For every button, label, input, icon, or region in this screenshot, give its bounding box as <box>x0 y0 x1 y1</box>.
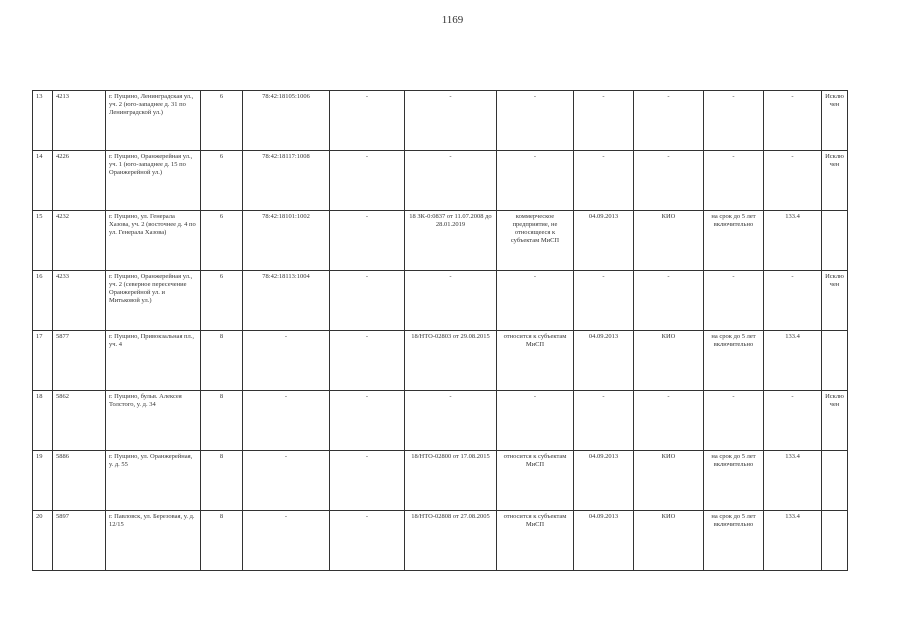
contract-cell: - <box>405 91 497 151</box>
contract-cell: 18 ЗК-0:0837 от 11.07.2008 до 28.01.2019 <box>405 211 497 271</box>
places-cell: 8 <box>201 451 243 511</box>
tenant-category-cell: - <box>497 151 574 211</box>
value-cell: - <box>764 151 822 211</box>
table-row <box>33 511 848 571</box>
contract-cell: - <box>405 151 497 211</box>
table-row <box>33 331 848 391</box>
row-number-cell: 19 <box>33 451 53 511</box>
col-6-cell: - <box>330 451 405 511</box>
tenant-category-cell: - <box>497 271 574 331</box>
value-cell: 133.4 <box>764 331 822 391</box>
address-cell: г. Пущино, ул. Оранжерейная, у. д. 55 <box>106 451 201 511</box>
authority-cell: - <box>634 91 704 151</box>
term-cell: на срок до 5 лет включительно <box>704 511 764 571</box>
col-6-cell: - <box>330 91 405 151</box>
status-cell <box>822 211 848 271</box>
row-number-cell: 14 <box>33 151 53 211</box>
cadastral-number-cell: - <box>243 511 330 571</box>
cadastral-number-cell: 78:42:18113:1004 <box>243 271 330 331</box>
cadastral-number-cell: - <box>243 331 330 391</box>
places-cell: 8 <box>201 511 243 571</box>
places-cell: 8 <box>201 391 243 451</box>
address-cell: г. Пущино, ул. Генерала Хазова, уч. 2 (восточнее д. 4 по ул. Генерала Хазова) <box>106 211 201 271</box>
value-cell: - <box>764 271 822 331</box>
table-row <box>33 391 848 451</box>
row-number-cell: 13 <box>33 91 53 151</box>
authority-cell: КИО <box>634 331 704 391</box>
contract-cell: 18/НТО-02803 от 29.08.2015 <box>405 331 497 391</box>
places-cell: 6 <box>201 151 243 211</box>
contract-cell: 18/НТО-02808 от 27.08.2005 <box>405 511 497 571</box>
status-cell <box>822 331 848 391</box>
value-cell: 133.4 <box>764 451 822 511</box>
tenant-category-cell: относится к субъектам МиСП <box>497 331 574 391</box>
places-cell: 6 <box>201 271 243 331</box>
contract-cell: - <box>405 271 497 331</box>
term-cell: - <box>704 91 764 151</box>
term-cell: - <box>704 391 764 451</box>
address-cell: г. Павловск, ул. Березовая, у. д. 12/15 <box>106 511 201 571</box>
cadastral-number-cell: - <box>243 451 330 511</box>
date-cell: - <box>574 271 634 331</box>
term-cell: - <box>704 151 764 211</box>
term-cell: на срок до 5 лет включительно <box>704 451 764 511</box>
places-cell: 8 <box>201 331 243 391</box>
col-6-cell: - <box>330 211 405 271</box>
date-cell: 04.09.2013 <box>574 331 634 391</box>
cadastral-number-cell: 78:42:18117:1008 <box>243 151 330 211</box>
term-cell: - <box>704 271 764 331</box>
address-cell: г. Пущино, Привокзальная пл., уч. 4 <box>106 331 201 391</box>
col-6-cell: - <box>330 331 405 391</box>
table-row <box>33 211 848 271</box>
term-cell: на срок до 5 лет включительно <box>704 331 764 391</box>
places-cell: 6 <box>201 91 243 151</box>
value-cell: - <box>764 91 822 151</box>
tenant-category-cell: - <box>497 91 574 151</box>
object-id-cell: 4213 <box>53 91 106 151</box>
authority-cell: КИО <box>634 451 704 511</box>
address-cell: г. Пущино, Оранжерейная ул., уч. 2 (северное пересечение Оранжерейной ул. и Митьковой ул.) <box>106 271 201 331</box>
col-6-cell: - <box>330 391 405 451</box>
authority-cell: - <box>634 271 704 331</box>
col-6-cell: - <box>330 271 405 331</box>
cadastral-number-cell: 78:42:18105:1006 <box>243 91 330 151</box>
address-cell: г. Пущино, бульв. Алексея Толстого, у. д. 34 <box>106 391 201 451</box>
tenant-category-cell: - <box>497 391 574 451</box>
table-row <box>33 151 848 211</box>
object-id-cell: 5886 <box>53 451 106 511</box>
object-id-cell: 5877 <box>53 331 106 391</box>
row-number-cell: 18 <box>33 391 53 451</box>
tenant-category-cell: коммерческое предприятие, не относящееся к субъектам МиСП <box>497 211 574 271</box>
table-row <box>33 451 848 511</box>
authority-cell: КИО <box>634 211 704 271</box>
registry-table <box>32 90 848 571</box>
row-number-cell: 16 <box>33 271 53 331</box>
authority-cell: - <box>634 151 704 211</box>
date-cell: - <box>574 91 634 151</box>
authority-cell: - <box>634 391 704 451</box>
object-id-cell: 4233 <box>53 271 106 331</box>
value-cell: 133.4 <box>764 211 822 271</box>
cadastral-number-cell: - <box>243 391 330 451</box>
status-cell <box>822 451 848 511</box>
status-cell: Исключен <box>822 271 848 331</box>
object-id-cell: 5862 <box>53 391 106 451</box>
address-cell: г. Пущино, Оранжерейная ул., уч. 1 (юго-западнее д. 15 по Оранжерейной ул.) <box>106 151 201 211</box>
date-cell: 04.09.2013 <box>574 211 634 271</box>
authority-cell: КИО <box>634 511 704 571</box>
status-cell: Исключен <box>822 151 848 211</box>
date-cell: 04.09.2013 <box>574 451 634 511</box>
object-id-cell: 5897 <box>53 511 106 571</box>
value-cell: - <box>764 391 822 451</box>
tenant-category-cell: относится к субъектам МиСП <box>497 511 574 571</box>
row-number-cell: 15 <box>33 211 53 271</box>
address-cell: г. Пущино, Ленинградская ул., уч. 2 (юго-западнее д. 31 по Ленинградской ул.) <box>106 91 201 151</box>
date-cell: 04.09.2013 <box>574 511 634 571</box>
status-cell <box>822 511 848 571</box>
value-cell: 133.4 <box>764 511 822 571</box>
status-cell: Исключен <box>822 391 848 451</box>
term-cell: на срок до 5 лет включительно <box>704 211 764 271</box>
status-cell: Исключен <box>822 91 848 151</box>
row-number-cell: 17 <box>33 331 53 391</box>
page-number: 1169 <box>441 14 464 26</box>
object-id-cell: 4226 <box>53 151 106 211</box>
contract-cell: 18/НТО-02800 от 17.08.2015 <box>405 451 497 511</box>
object-id-cell: 4232 <box>53 211 106 271</box>
table-row <box>33 271 848 331</box>
table-row <box>33 91 848 151</box>
col-6-cell: - <box>330 151 405 211</box>
col-6-cell: - <box>330 511 405 571</box>
row-number-cell: 20 <box>33 511 53 571</box>
date-cell: - <box>574 391 634 451</box>
cadastral-number-cell: 78:42:18101:1002 <box>243 211 330 271</box>
date-cell: - <box>574 151 634 211</box>
tenant-category-cell: относится к субъектам МиСП <box>497 451 574 511</box>
places-cell: 6 <box>201 211 243 271</box>
contract-cell: - <box>405 391 497 451</box>
